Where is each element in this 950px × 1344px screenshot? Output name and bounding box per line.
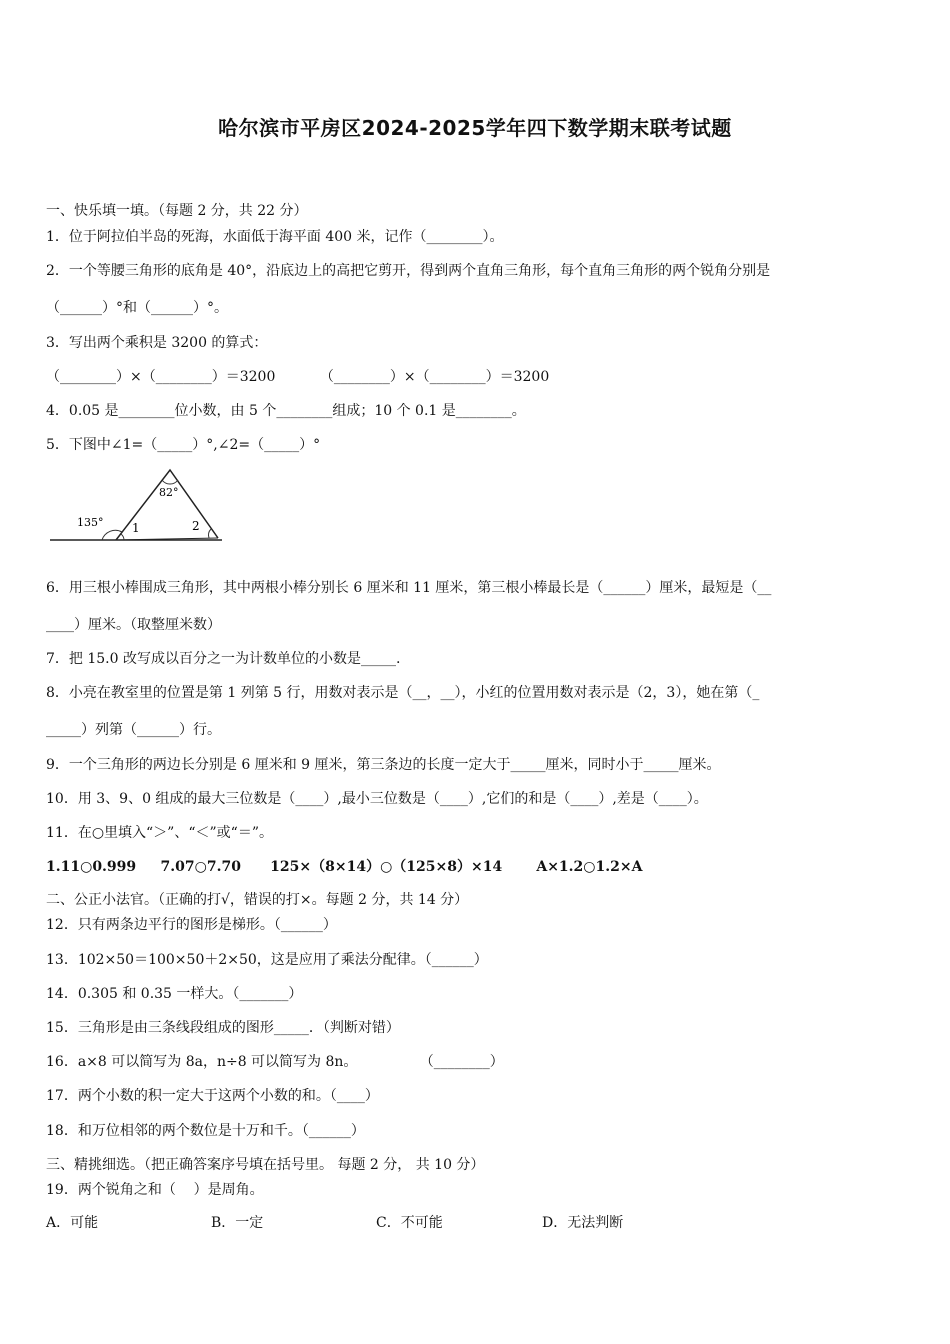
question-18: 18．和万位相邻的两个数位是十万和千。（______） [46,1123,365,1139]
question-13: 13．102×50＝100×50＋2×50，这是应用了乘法分配律。（______） [46,952,488,968]
angle-1-label: 1 [132,521,140,535]
question-17: 17．两个小数的积一定大于这两个小数的和。（____） [46,1088,379,1104]
question-6-line-1: 6．用三根小棒围成三角形，其中两根小棒分别长 6 厘米和 11 厘米，第三根小棒最长是（______）厘米，最短是（__ [46,580,772,596]
section-2-header: 二、公正小法官。（正确的打√，错误的打×。每题 2 分，共 14 分） [46,892,469,908]
angle-2-label: 2 [192,519,200,533]
option-d: D．无法判断 [542,1215,624,1231]
question-7: 7．把 15.0 改写成以百分之一为计数单位的小数是_____. [46,651,401,667]
option-c: C．不可能 [376,1215,443,1231]
question-10: 10．用 3、9、0 组成的最大三位数是（____）,最小三位数是（____）,它们的和是（____）,差是（____）。 [46,791,708,807]
question-5: 5．下图中∠1=（_____）°,∠2=（_____）° [46,437,321,453]
question-19-options [46,1213,916,1233]
question-3-line-2: （________）×（________）＝3200 （________）×（________）＝3200 [46,369,550,385]
angle-top-label: 82° [159,486,179,499]
question-3-line-1: 3．写出两个乘积是 3200 的算式： [46,335,268,351]
angle-2-arc [209,529,211,538]
question-6-line-2: ____）厘米。（取整厘米数） [46,617,221,633]
triangle-figure [46,466,226,546]
angle-ext-label: 135° [77,516,104,529]
question-2-line-1: 2．一个等腰三角形的底角是 40°，沿底边上的高把它剪开，得到两个直角三角形，每个直角三角形的两个锐角分别是 [46,263,771,279]
question-11-items: 1.11○0.999 7.07○7.70 125×（8×14）○（125×8）×14 A×1.2○1.2×A [46,859,643,875]
question-11: 11．在○里填入“＞”、“＜”或“＝”。 [46,825,273,841]
question-8-line-1: 8．小亮在教室里的位置是第 1 列第 5 行，用数对表示是（__，__），小红的位置用数对表示是（2，3），她在第（_ [46,685,760,701]
angle-1-arc [121,534,124,540]
section-3-header: 三、精挑细选。（把正确答案序号填在括号里。 每题 2 分， 共 10 分） [46,1157,485,1173]
page-title: 哈尔滨市平房区2024-2025学年四下数学期末联考试题 [218,116,732,140]
question-1: 1．位于阿拉伯半岛的死海，水面低于海平面 400 米，记作（________）。 [46,229,504,245]
section-1-header: 一、快乐填一填。（每题 2 分，共 22 分） [46,203,308,219]
option-b: B．一定 [211,1215,264,1231]
question-19: 19．两个锐角之和（ ）是周角。 [46,1182,264,1198]
question-15: 15．三角形是由三条线段组成的图形_____．（判断对错） [46,1020,400,1036]
question-9: 9．一个三角形的两边长分别是 6 厘米和 9 厘米，第三条边的长度一定大于_____厘米，同时小于_____厘米。 [46,757,721,773]
question-16: 16．a×8 可以简写为 8a，n÷8 可以简写为 8n。 （________） [46,1054,504,1070]
question-14: 14．0.305 和 0.35 一样大。（_______） [46,986,303,1002]
angle-top-arc [162,480,178,484]
question-12: 12．只有两条边平行的图形是梯形。（______） [46,917,337,933]
option-a: A．可能 [46,1215,99,1231]
question-8-line-2: _____）列第（______）行。 [46,722,221,738]
question-2-line-2: （______）°和（______）°。 [46,300,228,316]
question-4: 4．0.05 是________位小数，由 5 个________组成；10 个 0.1 是________。 [46,403,526,419]
